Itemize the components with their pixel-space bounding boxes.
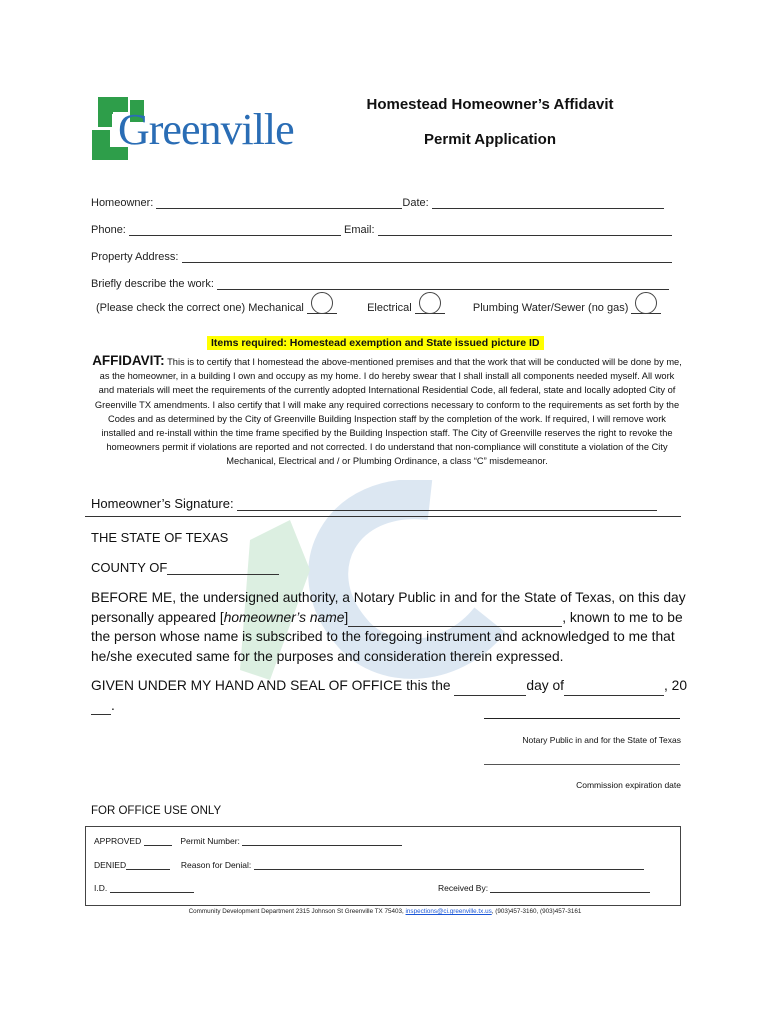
affidavit-text: This is to certify that I homestead the above-mentioned premises and that the work that will be conducted will be done by me, as the homeowner, in a building I own and occupy as my home. I do hereby swear that I shall install all components needed myself. All work and materials will meet the requirements of the currently adopted International Residential Code, all federal, state and locally adopted City of Greenville TX amendments. I also certify that I will make any required corrections necessary to conform to the requirements as set forth by the Codes and as determined by the City of Greenville Building Inspection staff by the completion of the work. If required, I will remove work installed and re-install within the time frame specified by the Building Inspection staff. The City of Greenville reserves the right to revoke the homeowners permit if violations are reported and not corrected. I do understand that non-compliance will constitute a violation of the City Mechanical, Electrical and / or Plumbing Ordinance, a class “C” misdemeanor. [94,357,682,467]
approved-field[interactable] [144,836,172,846]
approved-label: APPROVED [94,836,142,846]
notary-signature-line[interactable] [484,718,680,719]
commission-line[interactable] [484,764,680,765]
commission-label: Commission expiration date [576,780,681,790]
footer-address: Community Development Department 2315 Johnson St Greenville TX 75403, [188,908,404,915]
homeowner-label: Homeowner: [91,197,154,209]
date-label: Date: [402,197,429,209]
logo-wordmark: Greenville [118,105,294,154]
describe-label: Briefly describe the work: [91,278,214,290]
work-type-row [96,302,661,314]
greenville-logo [88,92,294,162]
plumbing-label: Plumbing Water/Sewer (no gas) [472,302,629,314]
reason-label: Reason for Denial: [180,860,252,870]
id-field[interactable] [110,883,194,893]
denied-row [94,860,644,870]
approved-row [94,836,402,846]
footer [0,908,770,915]
property-label: Property Address: [91,251,179,263]
notary-text-2: ] [344,609,349,625]
given-text-4: . [111,697,115,713]
mechanical-checkbox[interactable] [311,292,333,314]
email-field[interactable] [378,224,672,236]
given-text-3: , 20 [664,678,688,693]
office-heading: FOR OFFICE USE ONLY [91,805,222,817]
state-heading: THE STATE OF TEXAS [91,530,229,545]
email-label: Email: [344,224,375,236]
denied-label: DENIED [94,860,127,870]
affidavit-label: AFFIDAVIT: [92,353,165,368]
county-row [91,560,279,575]
county-field[interactable] [167,561,279,575]
notary-text-1: BEFORE ME, the undersigned authority, a Notary Public in and for the State of Texas, on this day personally appeared [ [91,590,686,625]
describe-row [91,278,669,290]
reason-field[interactable] [254,860,644,870]
signature-label: Homeowner’s Signature: [91,496,234,511]
plumbing-checkbox[interactable] [635,292,657,314]
permit-number-label: Permit Number: [180,836,240,846]
electrical-checkbox[interactable] [419,292,441,314]
homeowner-name-field[interactable] [348,612,562,627]
notary-statement [91,588,691,666]
homeowner-field[interactable] [156,197,402,209]
received-field[interactable] [490,883,650,893]
signature-field[interactable] [237,497,657,511]
county-label: COUNTY OF [91,560,168,575]
check-intro-label: (Please check the correct one) Mechanical [96,302,304,314]
date-field[interactable] [432,197,664,209]
page-title: Homestead Homeowner’s Affidavit [366,96,614,113]
section-divider [85,516,681,517]
given-day-field[interactable] [454,681,526,696]
electrical-label: Electrical [367,302,412,314]
given-text-1: GIVEN UNDER MY HAND AND SEAL OF OFFICE this the [91,678,451,693]
required-items-note: Items required: Homestead exemption and State issued picture ID [207,336,544,350]
phone-label: Phone: [91,224,126,236]
property-row [91,251,672,263]
property-field[interactable] [182,251,672,263]
id-label: I.D. [94,883,108,893]
phone-row [91,224,672,236]
received-row [438,883,650,893]
footer-email-link[interactable]: inspections@ci.greenville.tx.us [405,908,492,915]
homeowner-row [91,197,664,209]
notary-text-3: , known to me to be the person whose name is subscribed to the foregoing instrument and acknowledged to me that he/she executed same for the purposes and consideration therein expressed. [91,609,683,664]
denied-field[interactable] [126,860,170,870]
id-row [94,883,194,893]
footer-phones: , (903)457-3160, (903)457-3161 [491,908,582,915]
phone-field[interactable] [129,224,341,236]
given-year-field[interactable] [91,700,111,715]
office-use-box [85,826,681,906]
given-row [91,676,691,715]
signature-row [91,496,657,511]
received-label: Received By: [438,883,489,893]
describe-field[interactable] [217,278,669,290]
affidavit-paragraph [92,354,682,469]
permit-number-field[interactable] [242,836,402,846]
given-text-2: day of [526,678,564,693]
notary-homeowner-name: homeowner’s name [223,609,345,625]
notary-public-label: Notary Public in and for the State of Texas [522,735,681,745]
page-subtitle: Permit Application [424,131,556,148]
given-month-field[interactable] [564,681,664,696]
